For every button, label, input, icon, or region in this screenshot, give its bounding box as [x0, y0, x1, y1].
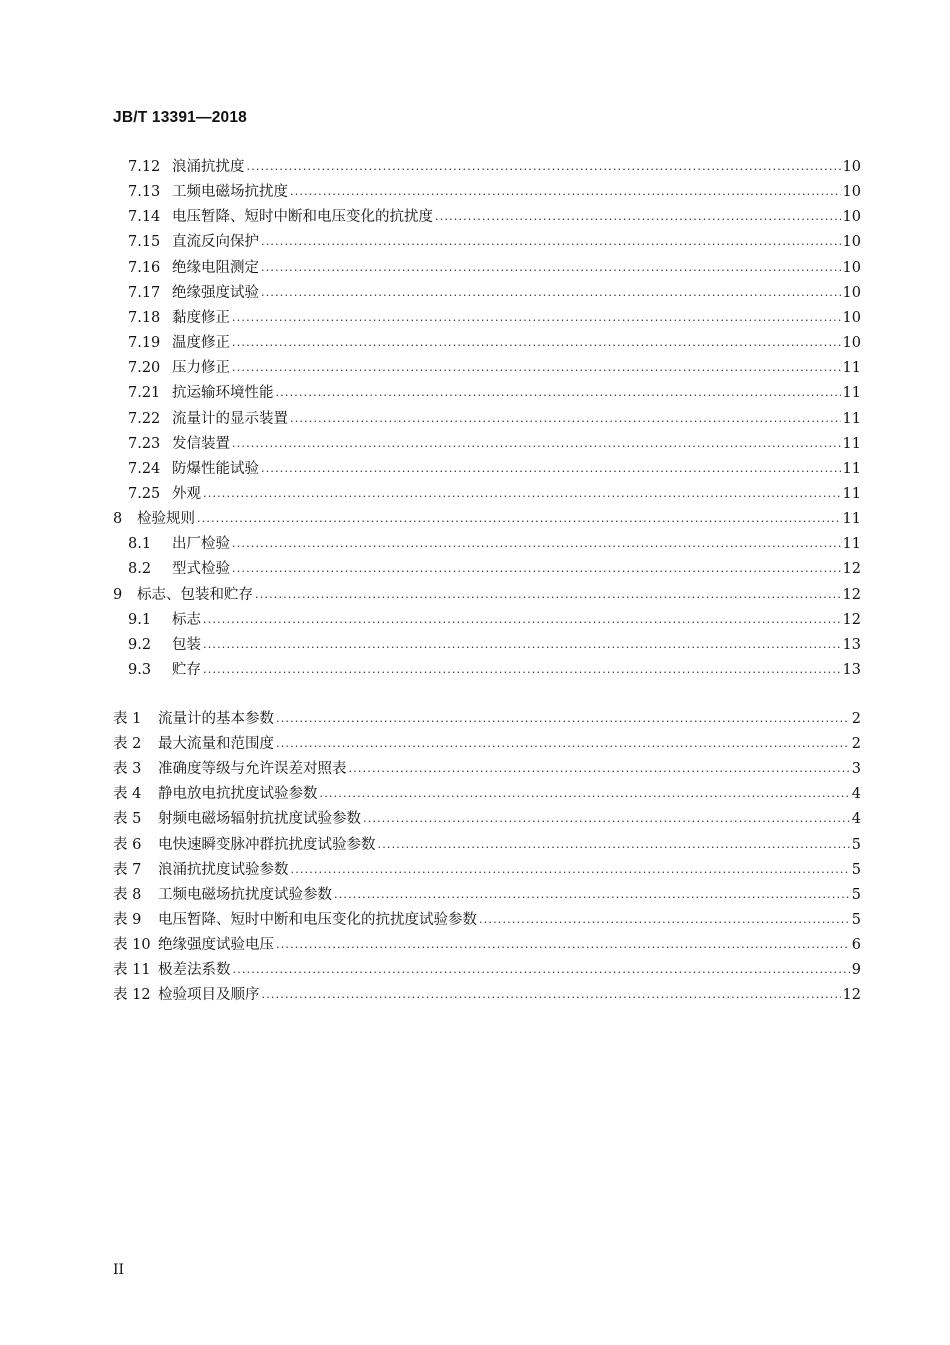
table-list-entry[interactable] [113, 935, 861, 955]
entry-page-number: 10 [842, 335, 861, 351]
entry-title: 绝缘电阻测定 [172, 260, 259, 276]
toc-entry[interactable] [128, 258, 861, 278]
leader-dots [320, 784, 850, 804]
entry-page-number: 4 [851, 786, 861, 802]
entry-title: 流量计的显示装置 [172, 411, 288, 427]
entry-title: 绝缘强度试验 [172, 285, 259, 301]
entry-title: 工频电磁场抗扰度 [172, 184, 288, 200]
leader-dots [232, 559, 841, 579]
entry-page-number: 10 [842, 260, 861, 276]
entry-page-number: 10 [842, 184, 861, 200]
entry-page-number: 11 [842, 536, 861, 552]
entry-page-number: 10 [842, 310, 861, 326]
entry-number: 7.24 [128, 461, 161, 477]
entry-title: 电压暂降、短时中断和电压变化的抗扰度 [172, 209, 433, 225]
toc-entry[interactable] [128, 660, 861, 680]
entry-number: 表 5 [113, 811, 142, 827]
toc-entry[interactable] [128, 383, 861, 403]
table-list-entry[interactable] [113, 910, 861, 930]
entry-number: 7.13 [128, 184, 161, 200]
entry-page-number: 2 [851, 736, 861, 752]
entry-title: 直流反向保护 [172, 234, 259, 250]
entry-number: 8 [113, 511, 123, 527]
leader-dots [203, 484, 841, 504]
entry-page-number: 12 [842, 587, 861, 603]
leader-dots [479, 910, 850, 930]
leader-dots [232, 358, 841, 378]
entry-number: 7.25 [128, 486, 161, 502]
entry-number: 8.1 [128, 536, 152, 552]
entry-title: 贮存 [172, 662, 201, 678]
document-code: JB/T 13391—2018 [113, 109, 247, 126]
entry-title: 温度修正 [172, 335, 230, 351]
entry-page-number: 11 [842, 360, 861, 376]
leader-dots [203, 635, 841, 655]
table-list-entry[interactable] [113, 960, 861, 980]
entry-title: 极差法系数 [158, 962, 231, 978]
toc-entry[interactable] [113, 509, 861, 529]
entry-title: 防爆性能试验 [172, 461, 259, 477]
leader-dots [276, 935, 850, 955]
entry-title: 工频电磁场抗扰度试验参数 [158, 887, 332, 903]
entry-title: 压力修正 [172, 360, 230, 376]
entry-page-number: 10 [842, 234, 861, 250]
leader-dots [261, 258, 841, 278]
toc-entry[interactable] [128, 635, 861, 655]
leader-dots [261, 232, 841, 252]
table-list-entry[interactable] [113, 860, 861, 880]
toc-entry[interactable] [128, 182, 861, 202]
table-list-entry[interactable] [113, 734, 861, 754]
entry-page-number: 11 [842, 511, 861, 527]
entry-title: 抗运输环境性能 [172, 385, 274, 401]
entry-title: 黏度修正 [172, 310, 230, 326]
leader-dots [262, 985, 841, 1005]
entry-number: 表 7 [113, 862, 142, 878]
toc-entry[interactable] [128, 358, 861, 378]
entry-page-number: 11 [842, 385, 861, 401]
leader-dots [232, 534, 841, 554]
leader-dots [261, 283, 841, 303]
entry-title: 浪涌抗扰度 [172, 159, 245, 175]
table-list-entry[interactable] [113, 885, 861, 905]
entry-number: 表 6 [113, 837, 142, 853]
leader-dots [276, 734, 850, 754]
entry-page-number: 13 [842, 637, 861, 653]
table-list-entry[interactable] [113, 985, 861, 1005]
toc-entry[interactable] [128, 232, 861, 252]
entry-number: 表 2 [113, 736, 142, 752]
leader-dots [291, 860, 850, 880]
entry-title: 检验项目及顺序 [158, 987, 260, 1003]
leader-dots [435, 207, 841, 227]
table-list-entry[interactable] [113, 759, 861, 779]
entry-number: 8.2 [128, 561, 152, 577]
entry-page-number: 5 [851, 862, 861, 878]
entry-number: 9.1 [128, 612, 152, 628]
leader-dots [261, 459, 841, 479]
entry-page-number: 2 [851, 711, 861, 727]
entry-page-number: 3 [851, 761, 861, 777]
entry-number: 表 9 [113, 912, 142, 928]
toc-entry[interactable] [128, 333, 861, 353]
entry-page-number: 9 [851, 962, 861, 978]
entry-page-number: 6 [851, 937, 861, 953]
entry-title: 射频电磁场辐射抗扰度试验参数 [158, 811, 361, 827]
leader-dots [255, 585, 841, 605]
leader-dots [290, 409, 841, 429]
entry-title: 标志 [172, 612, 201, 628]
entry-number: 表 12 [113, 987, 151, 1003]
entry-number: 7.20 [128, 360, 161, 376]
entry-title: 发信装置 [172, 436, 230, 452]
entry-number: 表 1 [113, 711, 142, 727]
entry-page-number: 11 [842, 486, 861, 502]
entry-page-number: 11 [842, 461, 861, 477]
table-list-entry[interactable] [113, 835, 861, 855]
page-number: II [113, 1262, 125, 1278]
entry-title: 绝缘强度试验电压 [158, 937, 274, 953]
entry-page-number: 4 [851, 811, 861, 827]
leader-dots [232, 333, 841, 353]
table-list-entry[interactable] [113, 784, 861, 804]
entry-page-number: 12 [842, 987, 861, 1003]
toc-entry[interactable] [128, 434, 861, 454]
leader-dots [203, 660, 841, 680]
entry-page-number: 11 [842, 411, 861, 427]
leader-dots [378, 835, 850, 855]
leader-dots [247, 157, 841, 177]
entry-number: 7.16 [128, 260, 161, 276]
entry-title: 外观 [172, 486, 201, 502]
entry-title: 型式检验 [172, 561, 230, 577]
toc-entry[interactable] [128, 534, 861, 554]
leader-dots [276, 709, 850, 729]
leader-dots [349, 759, 850, 779]
entry-title: 包装 [172, 637, 201, 653]
toc-entry[interactable] [128, 484, 861, 504]
leader-dots [290, 182, 841, 202]
leader-dots [232, 308, 841, 328]
toc-entry[interactable] [113, 585, 861, 605]
entry-number: 7.19 [128, 335, 161, 351]
entry-page-number: 10 [842, 159, 861, 175]
entry-title: 出厂检验 [172, 536, 230, 552]
table-list-entry[interactable] [113, 709, 861, 729]
entry-title: 浪涌抗扰度试验参数 [158, 862, 289, 878]
entry-title: 最大流量和范围度 [158, 736, 274, 752]
entry-number: 7.21 [128, 385, 161, 401]
entry-number: 表 3 [113, 761, 142, 777]
entry-number: 7.18 [128, 310, 161, 326]
toc-entry[interactable] [128, 283, 861, 303]
toc-entry[interactable] [128, 308, 861, 328]
entry-page-number: 5 [851, 837, 861, 853]
leader-dots [197, 509, 841, 529]
table-list-entry[interactable] [113, 809, 861, 829]
entry-page-number: 12 [842, 612, 861, 628]
leader-dots [276, 383, 841, 403]
entry-title: 电压暂降、短时中断和电压变化的抗扰度试验参数 [158, 912, 477, 928]
entry-number: 表 8 [113, 887, 142, 903]
entry-title: 电快速瞬变脉冲群抗扰度试验参数 [158, 837, 376, 853]
leader-dots [203, 610, 841, 630]
entry-number: 7.23 [128, 436, 161, 452]
entry-number: 9.2 [128, 637, 152, 653]
entry-title: 检验规则 [137, 511, 195, 527]
entry-title: 准确度等级与允许误差对照表 [158, 761, 347, 777]
entry-page-number: 5 [851, 887, 861, 903]
toc-entry[interactable] [128, 157, 861, 177]
toc-entry[interactable] [128, 207, 861, 227]
entry-page-number: 13 [842, 662, 861, 678]
entry-number: 7.22 [128, 411, 161, 427]
entry-title: 流量计的基本参数 [158, 711, 274, 727]
entry-number: 表 11 [113, 962, 151, 978]
entry-number: 7.14 [128, 209, 161, 225]
toc-entry[interactable] [128, 459, 861, 479]
entry-number: 7.15 [128, 234, 161, 250]
entry-number: 9 [113, 587, 123, 603]
leader-dots [233, 960, 850, 980]
entry-title: 静电放电抗扰度试验参数 [158, 786, 318, 802]
entry-page-number: 10 [842, 209, 861, 225]
entry-number: 9.3 [128, 662, 152, 678]
entry-page-number: 10 [842, 285, 861, 301]
entry-page-number: 11 [842, 436, 861, 452]
entry-title: 标志、包装和贮存 [137, 587, 253, 603]
leader-dots [363, 809, 850, 829]
toc-entry[interactable] [128, 409, 861, 429]
entry-number: 表 4 [113, 786, 142, 802]
entry-page-number: 12 [842, 561, 861, 577]
toc-entry[interactable] [128, 610, 861, 630]
entry-number: 7.12 [128, 159, 161, 175]
entry-number: 7.17 [128, 285, 161, 301]
toc-entry[interactable] [128, 559, 861, 579]
entry-number: 表 10 [113, 937, 151, 953]
leader-dots [334, 885, 850, 905]
entry-page-number: 5 [851, 912, 861, 928]
leader-dots [232, 434, 841, 454]
